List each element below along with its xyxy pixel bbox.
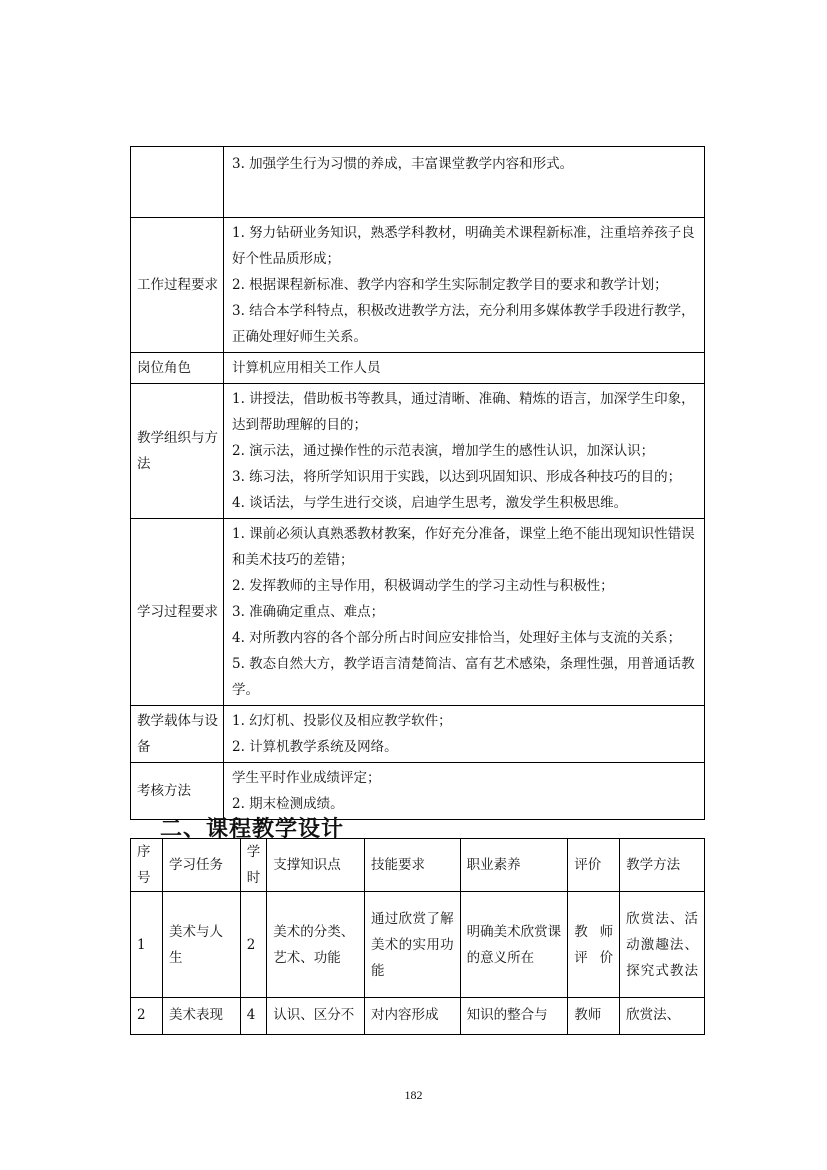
table-cell: 2 (240, 892, 267, 998)
content-line: 5. 教态自然大方，教学语言清楚简洁、富有艺术感染，条理性强，用普通话教学。 (232, 656, 695, 698)
row-label: 工作过程要求 (131, 218, 224, 353)
table-cell (240, 998, 267, 1035)
cell-text: 2 (137, 1007, 146, 1023)
content-line: 2. 演示法，通过操作性的示范表演，增加学生的感性认识，加深认识； (232, 443, 655, 459)
table-cell (162, 998, 240, 1035)
table-row (131, 998, 705, 1035)
cell-text: 4 (246, 1007, 256, 1023)
content-line: 1. 努力钻研业务知识，熟悉学科教材，明确美术课程新标准，注重培养孩子良好个性品质形成； (232, 225, 695, 267)
table-row (131, 519, 705, 706)
content-line: 计算机应用相关工作人员 (232, 360, 381, 376)
content-line: 2. 根据课程新标准、教学内容和学生实际制定教学目的要求和教学计划； (232, 277, 668, 293)
content-line: 4. 对所教内容的各个部分所占时间应安排恰当，处理好主体与支流的关系； (232, 630, 682, 646)
cell-text: 教师 (574, 1007, 602, 1023)
table-cell: 美术的分类、艺术、功能 (267, 892, 365, 998)
table-cell: 1 (131, 892, 163, 998)
header-cell: 学习任务 (162, 839, 240, 892)
table-row (131, 706, 705, 763)
header-cell: 支撑知识点 (267, 839, 365, 892)
content-line: 学生平时作业成绩评定； (232, 770, 381, 786)
row-content (224, 353, 705, 384)
page-number: 182 (404, 1088, 423, 1102)
row-content (224, 763, 705, 820)
table-row (131, 353, 705, 384)
table-cell: 通过欣赏了解美术的实用功能 (364, 892, 460, 998)
header-cell: 学时 (240, 839, 267, 892)
table-cell: 教师评价 (568, 892, 620, 998)
row-label: 学习过程要求 (131, 519, 224, 706)
table-cell (460, 998, 568, 1035)
table-cell (568, 998, 620, 1035)
header-cell: 评价 (568, 839, 620, 892)
table-cell: 欣赏法、活动激趣法、探究式教法 (620, 892, 705, 998)
row-label (131, 147, 224, 218)
row-content (224, 384, 705, 519)
content-line: 4. 谈话法，与学生进行交谈，启迪学生思考，激发学生积极思维。 (232, 495, 628, 511)
content-line: 3. 结合本学科特点，积极改进教学方法，充分利用多媒体教学手段进行教学，正确处理好师生关系。 (232, 303, 695, 345)
cell-text: 欣赏法、 (626, 1007, 681, 1023)
row-label: 教学组织与方法 (131, 384, 224, 519)
course-info-table (130, 146, 705, 820)
table-header-row (131, 839, 705, 892)
content-line: 2. 发挥教师的主导作用，积极调动学生的学习主动性与积极性； (232, 578, 614, 594)
table-cell: 明确美术欣赏课的意义所在 (460, 892, 568, 998)
row-content (224, 519, 705, 706)
table-cell (131, 998, 163, 1035)
content-line: 1. 课前必须认真熟悉教材教案，作好充分准备，课堂上绝不能出现知识性错误和美术技巧的差错； (232, 526, 695, 568)
cell-text: 美术表现 (168, 1007, 223, 1023)
header-cell: 教学方法 (620, 839, 705, 892)
row-label: 岗位角色 (131, 353, 224, 384)
table-row (131, 218, 705, 353)
content-line: 3. 准确确定重点、难点； (232, 604, 385, 620)
content-line: 2. 计算机教学系统及网络。 (232, 739, 398, 755)
content-line: 2. 期末检测成绩。 (232, 796, 344, 812)
table-cell (267, 998, 365, 1035)
content-line: 3. 练习法，将所学知识用于实践，以达到巩固知识、形成各种技巧的目的； (232, 469, 682, 485)
cell-text: 认识、区分不 (273, 1007, 355, 1023)
table-cell: 美术与人生 (162, 892, 240, 998)
table-row (131, 147, 705, 218)
row-label: 教学载体与设备 (131, 706, 224, 763)
table-row (131, 763, 705, 820)
content-line: 1. 幻灯机、投影仪及相应教学软件； (232, 713, 452, 729)
section-heading: 二、课程教学设计 (160, 817, 345, 842)
table-cell (620, 998, 705, 1035)
row-content (224, 706, 705, 763)
course-design-table (130, 838, 705, 1035)
table-row (131, 384, 705, 519)
cell-text: 对内容形成 (370, 1007, 439, 1023)
table-cell (364, 998, 460, 1035)
row-content (224, 218, 705, 353)
content-line: 3. 加强学生行为习惯的养成，丰富课堂教学内容和形式。 (232, 156, 574, 172)
header-cell: 技能要求 (364, 839, 460, 892)
header-cell: 职业素养 (460, 839, 568, 892)
table-row (131, 892, 705, 998)
header-cell: 序号 (131, 839, 163, 892)
cell-text: 知识的整合与 (466, 1007, 548, 1023)
content-line: 1. 讲授法，借助板书等教具，通过清晰、准确、精炼的语言，加深学生印象，达到帮助理解的目的； (232, 391, 695, 433)
row-content (224, 147, 705, 218)
row-label: 考核方法 (131, 763, 224, 820)
